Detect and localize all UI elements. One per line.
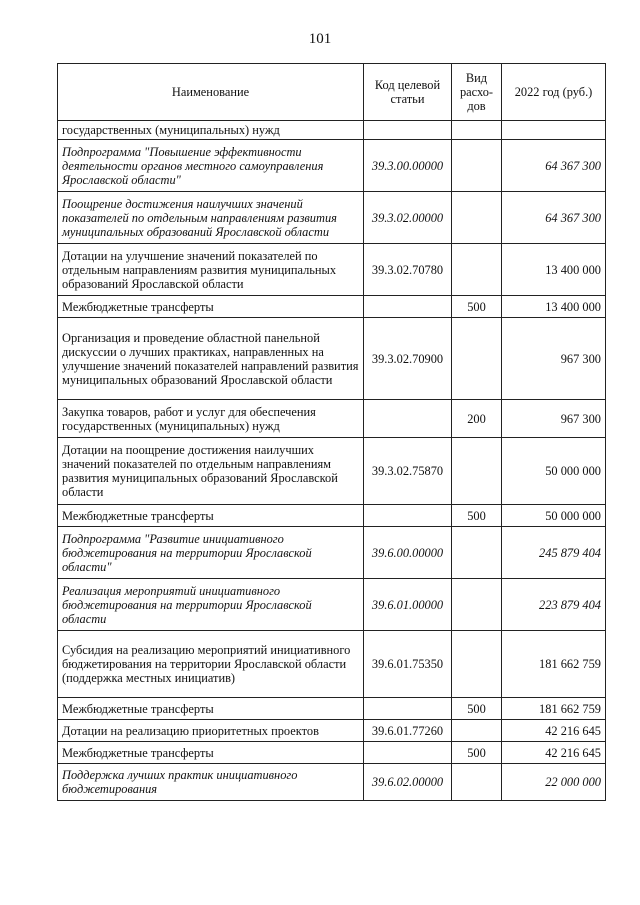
cell-amount: 50 000 000 bbox=[502, 438, 606, 505]
cell-kind: 500 bbox=[452, 505, 502, 527]
cell-name: Закупка товаров, работ и услуг для обеспечения государственных (муниципальных) нужд bbox=[58, 400, 364, 438]
cell-amount bbox=[502, 121, 606, 140]
cell-code: 39.3.02.75870 bbox=[364, 438, 452, 505]
cell-amount: 50 000 000 bbox=[502, 505, 606, 527]
cell-code bbox=[364, 505, 452, 527]
cell-kind bbox=[452, 631, 502, 698]
cell-kind bbox=[452, 764, 502, 801]
cell-name: Дотации на улучшение значений показателей по отдельным направлениям развития муниципальных образований Ярославской области bbox=[58, 244, 364, 296]
cell-amount: 42 216 645 bbox=[502, 720, 606, 742]
cell-name: Организация и проведение областной панельной дискуссии о лучших практиках, направленных на улучшение значений показателей направлений развития муниципальных образований Ярославской области bbox=[58, 318, 364, 400]
cell-code: 39.6.00.00000 bbox=[364, 527, 452, 579]
table-row bbox=[58, 505, 606, 527]
table-row bbox=[58, 527, 606, 579]
cell-code: 39.6.01.75350 bbox=[364, 631, 452, 698]
cell-amount: 22 000 000 bbox=[502, 764, 606, 801]
table-body bbox=[58, 121, 606, 801]
cell-code bbox=[364, 698, 452, 720]
table-row bbox=[58, 400, 606, 438]
cell-code bbox=[364, 296, 452, 318]
cell-amount: 181 662 759 bbox=[502, 698, 606, 720]
cell-kind: 500 bbox=[452, 742, 502, 764]
cell-code: 39.3.02.00000 bbox=[364, 192, 452, 244]
budget-table bbox=[57, 63, 606, 801]
cell-amount: 967 300 bbox=[502, 400, 606, 438]
cell-name: Межбюджетные трансферты bbox=[58, 742, 364, 764]
table-row bbox=[58, 296, 606, 318]
cell-kind bbox=[452, 527, 502, 579]
cell-kind bbox=[452, 438, 502, 505]
cell-name: Межбюджетные трансферты bbox=[58, 296, 364, 318]
cell-code: 39.6.01.77260 bbox=[364, 720, 452, 742]
cell-name: Дотации на поощрение достижения наилучших значений показателей по отдельным направлениям развития муниципальных образований Ярославской области bbox=[58, 438, 364, 505]
page-number: 101 bbox=[308, 31, 332, 47]
table-header-row bbox=[58, 64, 606, 121]
cell-name: Поощрение достижения наилучших значений показателей по отдельным направлениям развития муниципальных образований Ярославской области bbox=[58, 192, 364, 244]
cell-name: Субсидия на реализацию мероприятий инициативного бюджетирования на территории Ярославской области (поддержка местных инициатив) bbox=[58, 631, 364, 698]
table-row bbox=[58, 698, 606, 720]
header-code: Код целевой статьи bbox=[364, 64, 452, 121]
cell-name: Подпрограмма "Развитие инициативного бюджетирования на территории Ярославской области" bbox=[58, 527, 364, 579]
table-row bbox=[58, 140, 606, 192]
table-row bbox=[58, 720, 606, 742]
cell-amount: 64 367 300 bbox=[502, 140, 606, 192]
cell-name: Дотации на реализацию приоритетных проектов bbox=[58, 720, 364, 742]
table-row bbox=[58, 764, 606, 801]
cell-name: Межбюджетные трансферты bbox=[58, 698, 364, 720]
cell-name: Подпрограмма "Повышение эффективности деятельности органов местного самоуправления Ярославской области" bbox=[58, 140, 364, 192]
cell-amount: 245 879 404 bbox=[502, 527, 606, 579]
header-amount: 2022 год (руб.) bbox=[502, 64, 606, 121]
table-row bbox=[58, 742, 606, 764]
table-row bbox=[58, 438, 606, 505]
table-row bbox=[58, 192, 606, 244]
cell-kind bbox=[452, 140, 502, 192]
header-kind: Вид расхо-дов bbox=[452, 64, 502, 121]
cell-kind bbox=[452, 720, 502, 742]
table-row bbox=[58, 579, 606, 631]
cell-kind bbox=[452, 244, 502, 296]
cell-amount: 181 662 759 bbox=[502, 631, 606, 698]
cell-kind bbox=[452, 121, 502, 140]
cell-kind bbox=[452, 192, 502, 244]
cell-code bbox=[364, 121, 452, 140]
cell-kind: 200 bbox=[452, 400, 502, 438]
header-name: Наименование bbox=[58, 64, 364, 121]
cell-code: 39.3.02.70780 bbox=[364, 244, 452, 296]
cell-kind bbox=[452, 579, 502, 631]
cell-amount: 13 400 000 bbox=[502, 296, 606, 318]
table-row bbox=[58, 631, 606, 698]
cell-code: 39.3.00.00000 bbox=[364, 140, 452, 192]
cell-amount: 13 400 000 bbox=[502, 244, 606, 296]
cell-code: 39.6.02.00000 bbox=[364, 764, 452, 801]
cell-amount: 967 300 bbox=[502, 318, 606, 400]
cell-kind bbox=[452, 318, 502, 400]
table-row bbox=[58, 244, 606, 296]
cell-kind: 500 bbox=[452, 296, 502, 318]
cell-name: Реализация мероприятий инициативного бюджетирования на территории Ярославской области bbox=[58, 579, 364, 631]
cell-name: Межбюджетные трансферты bbox=[58, 505, 364, 527]
cell-amount: 223 879 404 bbox=[502, 579, 606, 631]
cell-code: 39.3.02.70900 bbox=[364, 318, 452, 400]
cell-amount: 42 216 645 bbox=[502, 742, 606, 764]
cell-kind: 500 bbox=[452, 698, 502, 720]
table-row bbox=[58, 121, 606, 140]
cell-amount: 64 367 300 bbox=[502, 192, 606, 244]
cell-code bbox=[364, 742, 452, 764]
table-row bbox=[58, 318, 606, 400]
cell-code: 39.6.01.00000 bbox=[364, 579, 452, 631]
cell-code bbox=[364, 400, 452, 438]
cell-name: Поддержка лучших практик инициативного бюджетирования bbox=[58, 764, 364, 801]
cell-name: государственных (муниципальных) нужд bbox=[58, 121, 364, 140]
